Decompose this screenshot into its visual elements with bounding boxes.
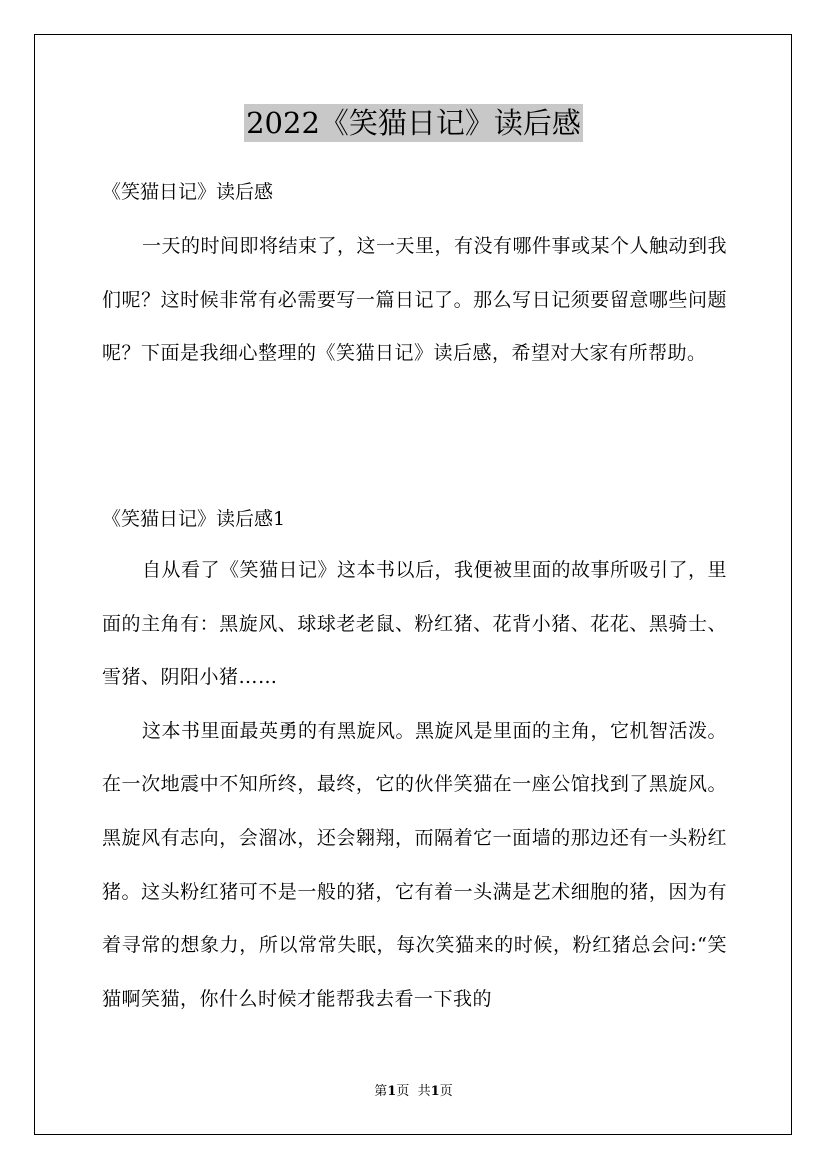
section1-heading: 《笑猫日记》读后感1 <box>102 508 286 530</box>
footer-total-suffix: 页 <box>439 1084 453 1099</box>
section1-paragraph-1: 自从看了《笑猫日记》这本书以后，我便被里面的故事所吸引了，里面的主角有：黑旋风、球球老老鼠、粉红猪、花背小猪、花花、黑骑士、雪猪、阴阳小猪…… <box>102 559 728 689</box>
page-footer <box>0 1083 827 1101</box>
section1-block <box>102 544 727 1026</box>
footer-page-prefix: 第 <box>374 1084 388 1099</box>
section1-paragraph-2: 这本书里面最英勇的有黑旋风。黑旋风是里面的主角，它机智活泼。在一次地震中不知所终，最终，它的伙伴笑猫在一座公馆找到了黑旋风。黑旋风有志向，会溜冰，还会翱翔，而隔着它一面墙的那边还有一头粉红猪。这头粉红猪可不是一般的猪，它有着一头满是艺术细胞的猪，因为有着寻常的想象力，所以常常失眠，每次笑猫来的时候，粉红猪总会问:“笑猫啊笑猫，你什么时候才能帮我去看一下我的 <box>102 719 728 1010</box>
footer-total-prefix: 共 <box>417 1084 431 1099</box>
intro-paragraph: 一天的时间即将结束了，这一天里，有没有哪件事或某个人触动到我们呢？这时候非常有必需要写一篇日记了。那么写日记须要留意哪些问题呢？下面是我细心整理的《笑猫日记》读后感，希望对大家有所帮助。 <box>102 235 728 365</box>
document-title: 2022《笑猫日记》读后感 <box>246 106 581 140</box>
title-container <box>0 104 827 142</box>
footer-page-suffix: 页 <box>396 1084 410 1099</box>
subtitle-heading: 《笑猫日记》读后感 <box>102 181 274 203</box>
footer-page-number: 1 <box>387 1084 397 1099</box>
footer-total-number: 1 <box>430 1084 440 1099</box>
intro-block <box>102 220 727 381</box>
